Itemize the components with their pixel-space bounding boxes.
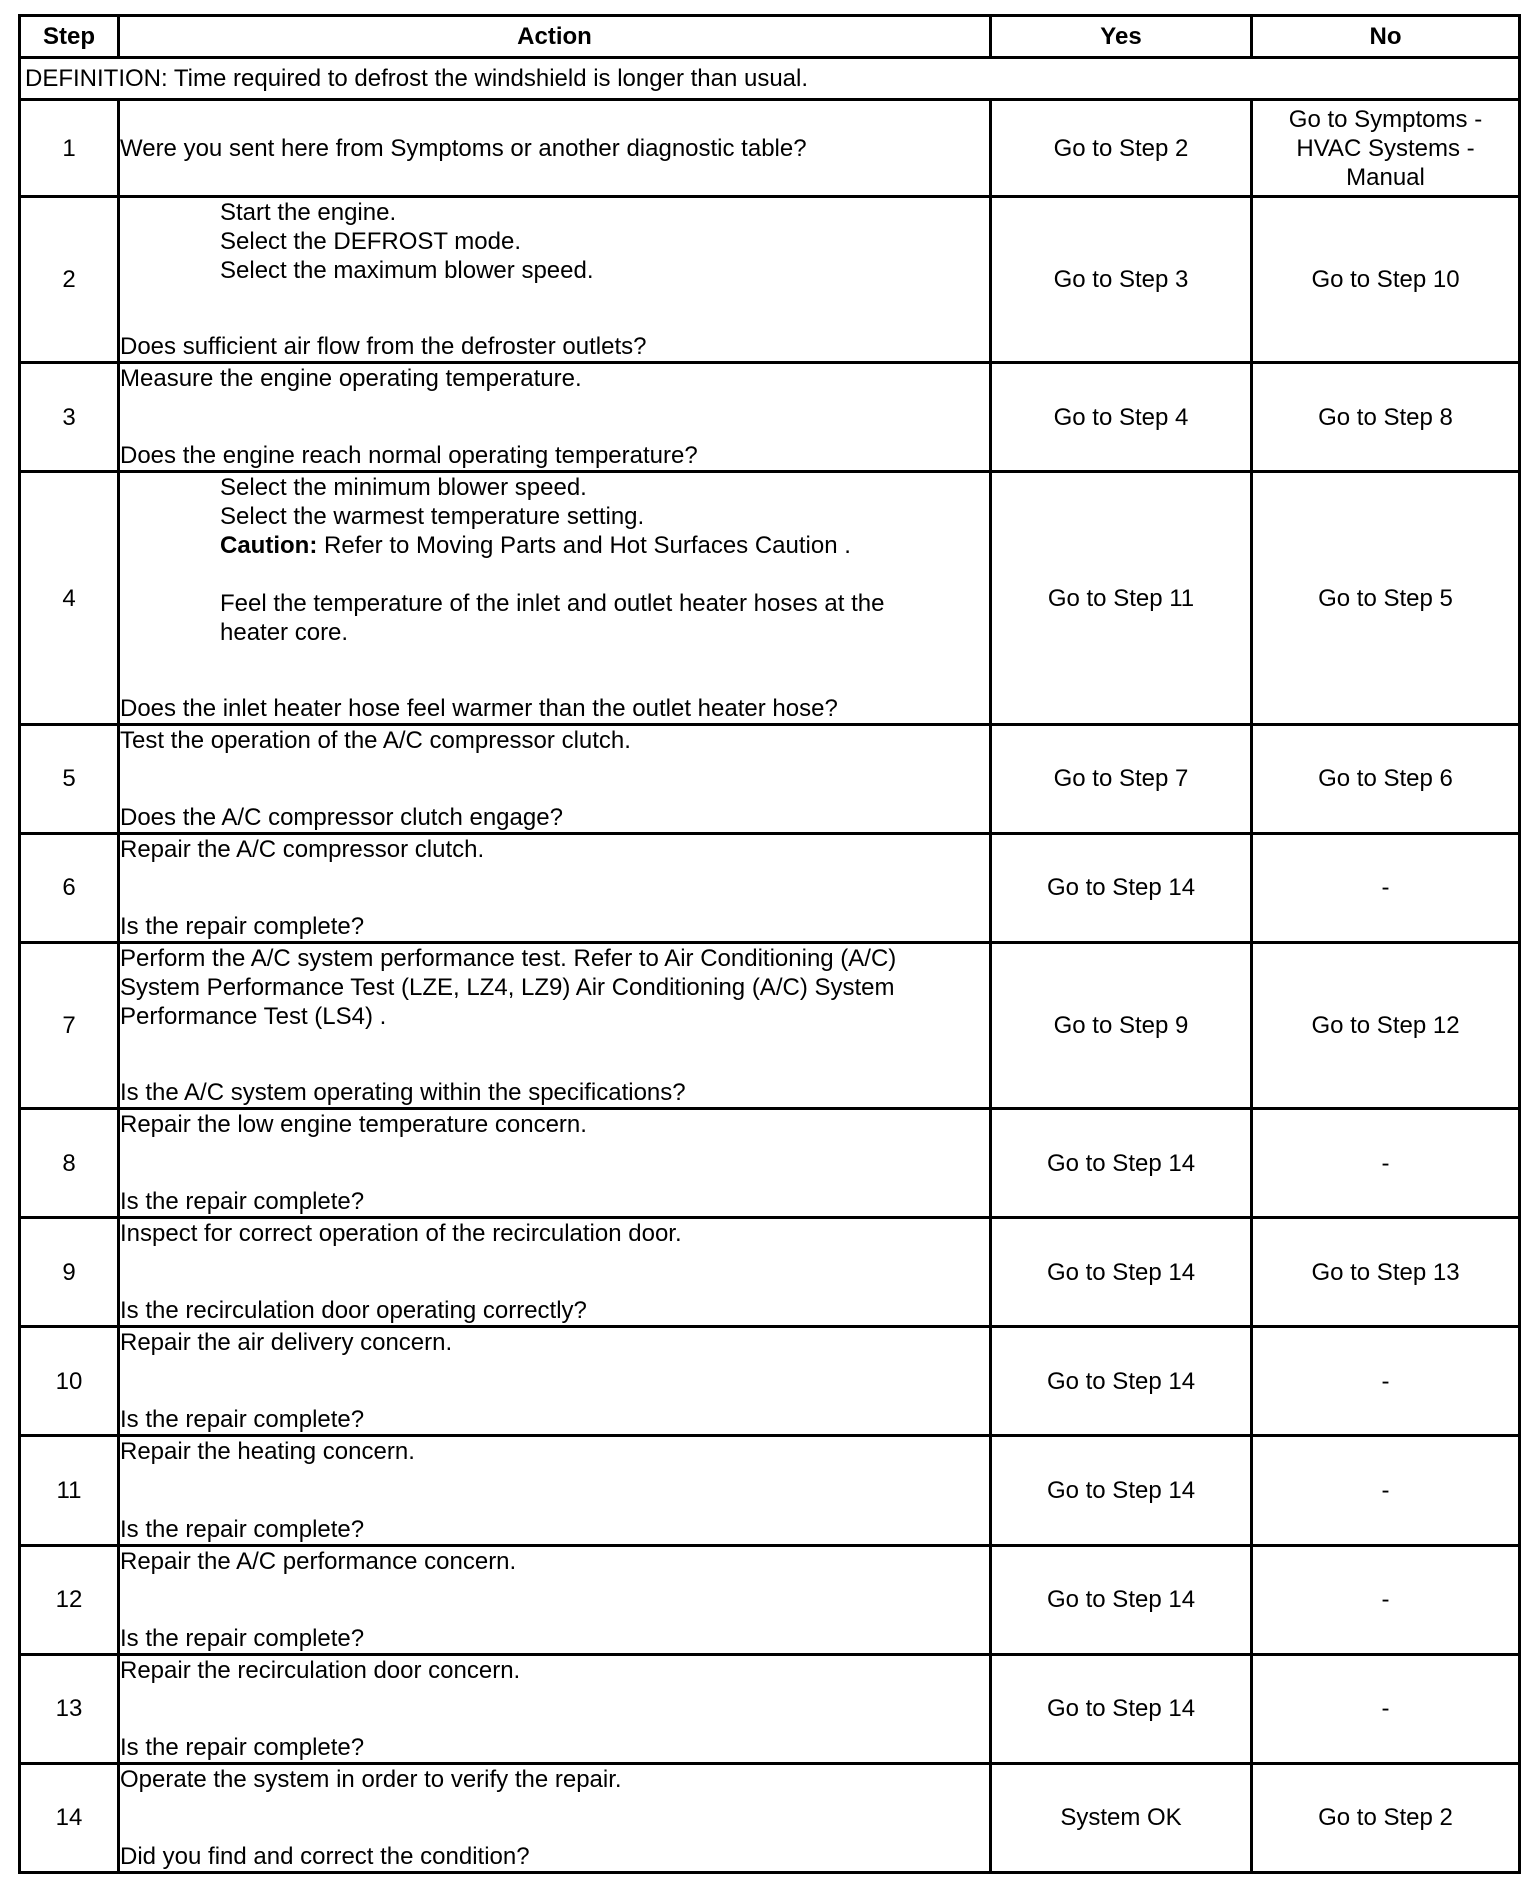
header-action: Action — [119, 16, 991, 58]
table-row — [20, 833, 1520, 942]
caution-line — [220, 531, 929, 560]
instruction-line: Repair the A/C compressor clutch. — [120, 835, 485, 863]
action-cell — [119, 472, 991, 724]
instruction-line: Repair the air delivery concern. — [120, 1329, 453, 1357]
step-number: 4 — [20, 472, 119, 724]
table-row — [20, 942, 1520, 1108]
action-cell — [119, 1545, 991, 1654]
no-cell: Go to Step 6 — [1252, 724, 1520, 833]
no-cell: - — [1252, 1545, 1520, 1654]
action-question: Is the repair complete? — [120, 1733, 365, 1761]
header-yes: Yes — [991, 16, 1252, 58]
step-number: 2 — [20, 197, 119, 363]
action-question: Is the A/C system operating within the specifications? — [120, 1079, 686, 1107]
yes-cell: Go to Step 14 — [991, 1109, 1252, 1218]
yes-cell: Go to Step 14 — [991, 1327, 1252, 1436]
yes-cell: Go to Step 2 — [991, 100, 1252, 197]
yes-cell: Go to Step 7 — [991, 724, 1252, 833]
yes-cell: Go to Step 9 — [991, 942, 1252, 1108]
action-cell — [119, 1763, 991, 1872]
action-cell — [119, 197, 991, 363]
definition-text: DEFINITION: Time required to defrost the windshield is longer than usual. — [20, 58, 1520, 100]
action-question: Is the repair complete? — [120, 1406, 365, 1434]
instruction-line: Select the maximum blower speed. — [220, 257, 594, 285]
action-question: Is the repair complete? — [120, 912, 365, 940]
yes-cell: Go to Step 14 — [991, 1654, 1252, 1763]
diagnostic-table — [18, 14, 1521, 1874]
yes-cell: Go to Step 14 — [991, 1545, 1252, 1654]
table-row — [20, 1763, 1520, 1872]
instruction-line: Repair the heating concern. — [120, 1438, 415, 1466]
no-cell: Go to Step 12 — [1252, 942, 1520, 1108]
no-cell: Go to Symptoms - HVAC Systems - Manual — [1252, 100, 1520, 197]
caution-label: Caution: — [220, 532, 318, 560]
action-cell — [119, 1327, 991, 1436]
yes-cell: System OK — [991, 1763, 1252, 1872]
action-question: Does the inlet heater hose feel warmer than the outlet heater hose? — [120, 694, 838, 722]
instruction-line: Repair the recirculation door concern. — [120, 1656, 521, 1684]
step-number: 8 — [20, 1109, 119, 1218]
table-row — [20, 1109, 1520, 1218]
action-question: Were you sent here from Symptoms or another diagnostic table? — [120, 134, 807, 162]
action-question: Is the repair complete? — [120, 1515, 365, 1543]
no-cell: Go to Step 5 — [1252, 472, 1520, 724]
step-number: 6 — [20, 833, 119, 942]
caution-text: Refer to Moving Parts and Hot Surfaces Caution . — [317, 532, 851, 560]
action-question: Does sufficient air flow from the defroster outlets? — [120, 333, 647, 361]
no-cell: - — [1252, 1109, 1520, 1218]
header-step: Step — [20, 16, 119, 58]
action-cell — [119, 100, 991, 197]
instruction-line: Perform the A/C system performance test. Refer to Air Conditioning (A/C) System Performance Test (LZE, LZ4, LZ9) Air Conditioning (A/C) System Performance Test (LS4) . — [120, 944, 903, 1030]
definition-row — [20, 58, 1520, 100]
action-question: Is the repair complete? — [120, 1188, 365, 1216]
instruction-line: Test the operation of the A/C compressor clutch. — [120, 726, 631, 754]
yes-cell: Go to Step 14 — [991, 1436, 1252, 1545]
step-number: 11 — [20, 1436, 119, 1545]
step-number: 1 — [20, 100, 119, 197]
table-row — [20, 1218, 1520, 1327]
action-cell — [119, 363, 991, 472]
header-no: No — [1252, 16, 1520, 58]
table-row — [20, 1327, 1520, 1436]
instruction-line: Select the warmest temperature setting. — [220, 503, 645, 531]
action-cell — [119, 1218, 991, 1327]
table-row — [20, 100, 1520, 197]
action-cell — [119, 1654, 991, 1763]
yes-cell: Go to Step 4 — [991, 363, 1252, 472]
action-cell — [119, 833, 991, 942]
instruction-line: Inspect for correct operation of the recirculation door. — [120, 1220, 682, 1248]
step-number: 7 — [20, 942, 119, 1108]
action-question: Is the recirculation door operating correctly? — [120, 1297, 587, 1325]
table-row — [20, 1654, 1520, 1763]
instruction-line: Feel the temperature of the inlet and outlet heater hoses at the heater core. — [220, 590, 892, 647]
step-number: 14 — [20, 1763, 119, 1872]
instruction-line: Repair the low engine temperature concern. — [120, 1111, 587, 1139]
action-question: Does the engine reach normal operating temperature? — [120, 442, 698, 470]
step-number: 12 — [20, 1545, 119, 1654]
step-number: 3 — [20, 363, 119, 472]
no-cell: - — [1252, 1436, 1520, 1545]
table-row — [20, 724, 1520, 833]
step-number: 10 — [20, 1327, 119, 1436]
yes-cell: Go to Step 14 — [991, 1218, 1252, 1327]
table-row — [20, 1545, 1520, 1654]
action-question: Did you find and correct the condition? — [120, 1843, 530, 1870]
table-row — [20, 472, 1520, 724]
instruction-line: Select the DEFROST mode. — [220, 228, 522, 256]
instruction-line: Measure the engine operating temperature. — [120, 365, 582, 393]
instruction-line: Operate the system in order to verify the repair. — [120, 1765, 622, 1793]
action-cell — [119, 942, 991, 1108]
no-cell: - — [1252, 1327, 1520, 1436]
no-cell: Go to Step 10 — [1252, 197, 1520, 363]
instruction-line: Start the engine. — [220, 199, 397, 227]
yes-cell: Go to Step 3 — [991, 197, 1252, 363]
no-cell: Go to Step 2 — [1252, 1763, 1520, 1872]
no-cell: Go to Step 8 — [1252, 363, 1520, 472]
step-number: 13 — [20, 1654, 119, 1763]
step-number: 5 — [20, 724, 119, 833]
table-row — [20, 197, 1520, 363]
action-question: Is the repair complete? — [120, 1624, 365, 1652]
yes-cell: Go to Step 14 — [991, 833, 1252, 942]
header-row — [20, 16, 1520, 58]
no-cell: - — [1252, 833, 1520, 942]
instruction-line: Select the minimum blower speed. — [220, 474, 587, 502]
action-cell — [119, 724, 991, 833]
table-row — [20, 1436, 1520, 1545]
step-number: 9 — [20, 1218, 119, 1327]
table-row — [20, 363, 1520, 472]
no-cell: Go to Step 13 — [1252, 1218, 1520, 1327]
action-cell — [119, 1436, 991, 1545]
yes-cell: Go to Step 11 — [991, 472, 1252, 724]
instruction-line: Repair the A/C performance concern. — [120, 1547, 517, 1575]
no-cell: - — [1252, 1654, 1520, 1763]
action-question: Does the A/C compressor clutch engage? — [120, 803, 563, 831]
action-cell — [119, 1109, 991, 1218]
